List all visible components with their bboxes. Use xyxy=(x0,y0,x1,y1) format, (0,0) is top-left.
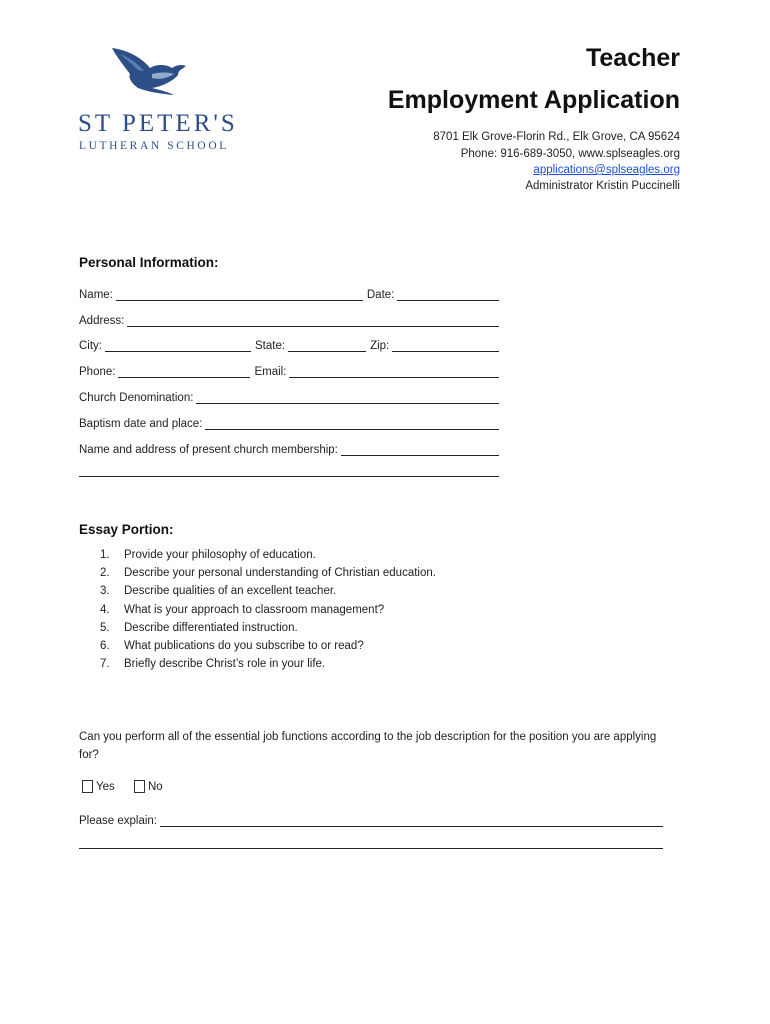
school-subtitle: LUTHERAN SCHOOL xyxy=(79,140,229,152)
address-label: Address: xyxy=(79,315,125,327)
church-field[interactable] xyxy=(196,391,499,404)
list-item: 5. Describe differentiated instruction. xyxy=(100,621,298,634)
baptism-label: Baptism date and place: xyxy=(79,418,203,430)
no-label: No xyxy=(148,780,163,793)
state-field[interactable] xyxy=(288,339,366,352)
page-title-line2: Employment Application xyxy=(387,86,680,114)
baptism-field[interactable] xyxy=(205,417,499,430)
city-state-zip-row xyxy=(79,334,499,352)
zip-field[interactable] xyxy=(392,339,499,352)
list-item: 4. What is your approach to classroom management? xyxy=(100,603,385,616)
phone-email-row xyxy=(79,360,499,378)
list-item: 1. Provide your philosophy of education. xyxy=(100,549,316,561)
name-label: Name: xyxy=(79,289,113,301)
administrator: Administrator Kristin Puccinelli xyxy=(525,180,680,192)
school-logo xyxy=(78,44,238,154)
yes-option[interactable] xyxy=(82,780,115,793)
membership-field-continued[interactable] xyxy=(79,476,499,477)
phone-label: Phone: xyxy=(79,366,116,378)
church-row xyxy=(79,386,499,404)
church-label: Church Denomination: xyxy=(79,392,194,404)
personal-info-heading: Personal Information: xyxy=(79,255,219,270)
explain-field[interactable] xyxy=(160,814,663,827)
no-option[interactable] xyxy=(134,780,163,793)
explain-label: Please explain: xyxy=(79,815,157,827)
yes-checkbox[interactable] xyxy=(82,780,93,793)
zip-label: Zip: xyxy=(370,340,390,352)
page-title-line1: Teacher xyxy=(585,44,680,72)
baptism-row xyxy=(79,412,499,430)
phone-field[interactable] xyxy=(118,365,250,378)
email-link[interactable]: applications@splseagles.org xyxy=(533,164,680,176)
state-label: State: xyxy=(255,340,286,352)
list-item: 3. Describe qualities of an excellent teacher. xyxy=(100,585,337,598)
explain-row xyxy=(79,809,663,827)
city-field[interactable] xyxy=(105,339,251,352)
job-functions-question: Can you perform all of the essential job functions according to the job description for the position you are applying for? xyxy=(79,731,657,761)
essay-list xyxy=(79,549,436,676)
name-date-row xyxy=(79,283,499,301)
essay-heading: Essay Portion: xyxy=(79,522,174,537)
school-phone-web: Phone: 916-689-3050, www.splseagles.org xyxy=(460,148,680,160)
membership-label: Name and address of present church membership: xyxy=(79,444,338,456)
city-label: City: xyxy=(79,340,102,352)
list-item: 7. Briefly describe Christ’s role in your life. xyxy=(100,658,326,671)
membership-row xyxy=(79,438,499,456)
list-item: 6. What publications do you subscribe to or read? xyxy=(100,639,364,652)
address-row xyxy=(79,309,499,327)
membership-field[interactable] xyxy=(341,443,499,456)
address-field[interactable] xyxy=(127,314,499,327)
school-name: ST PETER'S xyxy=(78,110,238,137)
email-label: Email: xyxy=(254,366,287,378)
list-item: 2. Describe your personal understanding of Christian education. xyxy=(100,567,436,580)
email-field[interactable] xyxy=(289,365,499,378)
name-field[interactable] xyxy=(116,288,363,301)
eagle-icon xyxy=(108,44,194,96)
date-label: Date: xyxy=(366,289,395,301)
yes-label: Yes xyxy=(96,780,115,793)
no-checkbox[interactable] xyxy=(134,780,145,793)
explain-field-continued[interactable] xyxy=(79,848,663,849)
date-field[interactable] xyxy=(397,288,499,301)
school-address: 8701 Elk Grove-Florin Rd., Elk Grove, CA 95624 xyxy=(433,131,680,143)
